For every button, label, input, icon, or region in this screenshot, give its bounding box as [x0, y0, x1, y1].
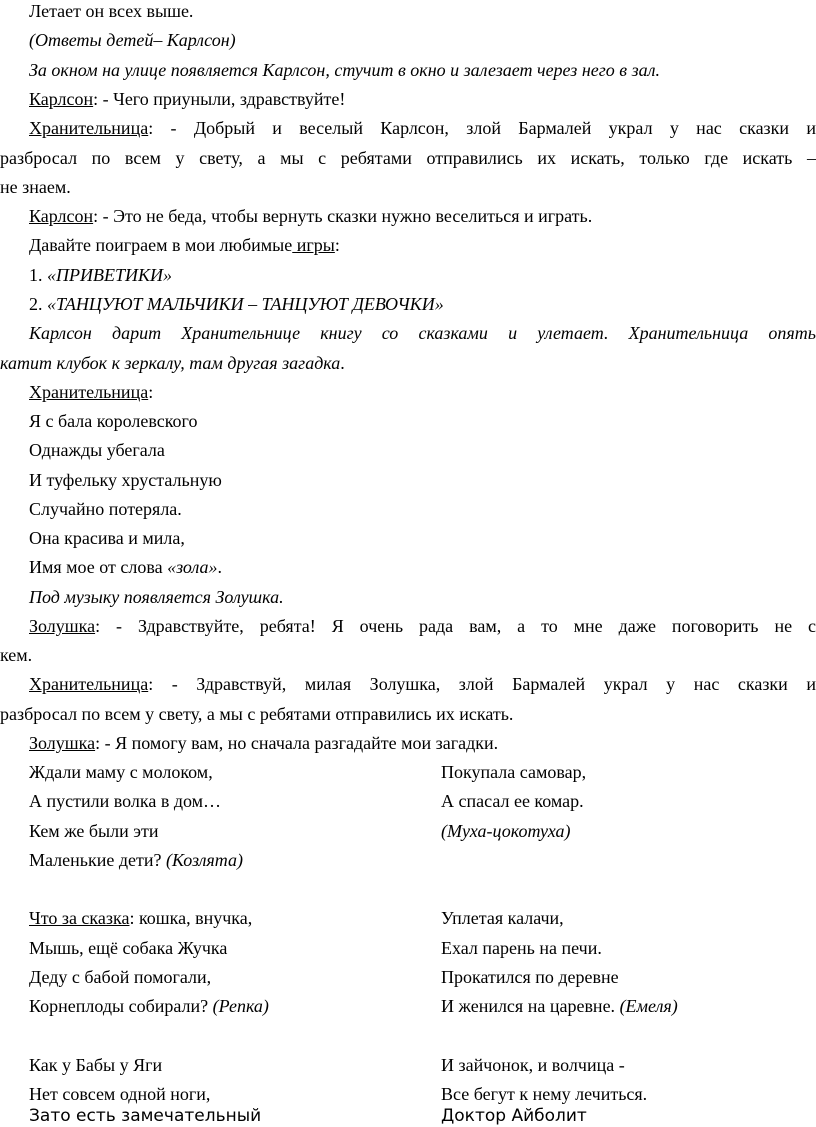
speaker-name: Карлсон: [29, 89, 94, 109]
riddle-line: Покупала самовар,: [441, 762, 587, 782]
verse-line: [29, 556, 222, 578]
speech-text: : - Здравствуй, милая Золушка, злой Бармалей украл у нас сказки и: [148, 674, 816, 694]
text-span: : кошка, внучка,: [129, 908, 253, 928]
text-span: Корнеплоды собирали?: [29, 996, 213, 1016]
riddle-line: [29, 907, 252, 929]
riddle-line: [441, 995, 678, 1017]
riddle-line: Доктор Айболит: [441, 1106, 587, 1126]
verse-line: Однажды убегала: [29, 440, 165, 460]
text-span: .: [340, 353, 345, 373]
speech-text: : - Добрый и веселый Карлсон, злой Бармалей украл у нас сказки и: [148, 118, 816, 138]
stage-direction: [0, 352, 345, 374]
text-span: :: [334, 235, 340, 255]
verse-line: Она красива и мила,: [29, 528, 185, 548]
riddle-answer: (Муха-цокотуха): [441, 821, 571, 841]
text-line: разбросал по всем у свету, а мы с ребятами отправились их искать, только где искать –: [0, 148, 816, 168]
games-link: игры: [292, 235, 335, 255]
text-span: «зола»: [167, 557, 218, 577]
list-number: 1.: [29, 265, 47, 285]
speaker-name: Хранительница: [29, 674, 149, 694]
riddle-answer: (Козлята): [165, 850, 243, 870]
riddle-line: И зайчонок, и волчица -: [441, 1055, 625, 1075]
speech-text: : - Это не беда, чтобы вернуть сказки нужно веселиться и играть.: [93, 206, 593, 226]
speech-text: : - Здравствуйте, ребята! Я очень рада вам, а то мне даже поговорить не с: [95, 616, 816, 636]
dialogue-line: [29, 673, 816, 695]
text-span: Давайте поиграем в мои любимые: [29, 235, 293, 255]
text-span: Маленькие дети?: [29, 850, 166, 870]
speech-text: : - Чего приуныли, здравствуйте!: [93, 89, 346, 109]
text-span: И женился на царевне.: [441, 996, 620, 1016]
riddle-line: Как у Бабы у Яги: [29, 1055, 163, 1075]
text-line: Летает он всех выше.: [29, 1, 194, 21]
game-title: «ПРИВЕТИКИ»: [47, 265, 172, 285]
riddle-line: Все бегут к нему лечиться.: [441, 1084, 648, 1104]
game-title: «ТАНЦУЮТ МАЛЬЧИКИ – ТАНЦУЮТ ДЕВОЧКИ»: [47, 294, 444, 314]
game-item: [29, 293, 444, 315]
riddle-line: [29, 849, 243, 871]
riddle-answer: (Емеля): [619, 996, 678, 1016]
riddle-line: Зато есть замечательный: [29, 1106, 262, 1126]
verse-line: И туфельку хрустальную: [29, 470, 222, 490]
speaker-name: Хранительница: [29, 382, 149, 402]
riddle-line: А спасал ее комар.: [441, 791, 584, 811]
verse-line: Случайно потеряла.: [29, 499, 182, 519]
riddle-heading: Что за сказка: [29, 908, 130, 928]
game-item: [29, 264, 172, 286]
riddle-line: Кем же были эти: [29, 821, 159, 841]
riddle-line: Деду с бабой помогали,: [29, 967, 212, 987]
speaker-name: Золушка: [29, 616, 96, 636]
speech-text: : - Я помогу вам, но сначала разгадайте мои загадки.: [95, 733, 499, 753]
dialogue-line: [29, 205, 592, 227]
speaker-name: Золушка: [29, 733, 96, 753]
riddle-line: [29, 995, 269, 1017]
riddle-line: Прокатился по деревне: [441, 967, 619, 987]
dialogue-line: [29, 117, 816, 139]
text-span: .: [217, 557, 223, 577]
riddle-line: Ехал парень на печи.: [441, 938, 602, 958]
text-span: Имя мое от слова: [29, 557, 168, 577]
speaker-name: Карлсон: [29, 206, 94, 226]
dialogue-line: [29, 732, 498, 754]
text-span: :: [148, 382, 154, 402]
riddle-answer: (Репка): [212, 996, 269, 1016]
dialogue-line: [29, 88, 345, 110]
stage-direction: За окном на улице появляется Карлсон, стучит в окно и залезает через него в зал.: [29, 60, 660, 80]
dialogue-line: [29, 615, 816, 637]
stage-direction: Карлсон дарит Хранительнице книгу со сказками и улетает. Хранительница опять: [29, 323, 816, 343]
speaker-name: Хранительница: [29, 118, 149, 138]
verse-line: Я с бала королевского: [29, 411, 198, 431]
list-number: 2.: [29, 294, 47, 314]
riddle-line: Уплетая калачи,: [441, 908, 564, 928]
riddle-line: Ждали маму с молоком,: [29, 762, 213, 782]
text-span: катит клубок к зеркалу, там другая загадка: [0, 353, 341, 373]
text-line: [29, 234, 340, 256]
text-line: не знаем.: [0, 177, 71, 197]
riddle-line: Мышь, ещё собака Жучка: [29, 938, 228, 958]
children-answer: (Ответы детей– Карлсон): [29, 30, 236, 50]
dialogue-line: [29, 381, 153, 403]
text-line: разбросал по всем у свету, а мы с ребятами отправились их искать.: [0, 704, 514, 724]
riddle-line: Нет совсем одной ноги,: [29, 1084, 211, 1104]
stage-direction: Под музыку появляется Золушка.: [29, 587, 284, 607]
text-line: кем.: [0, 645, 33, 665]
riddle-line: А пустили волка в дом…: [29, 791, 222, 811]
